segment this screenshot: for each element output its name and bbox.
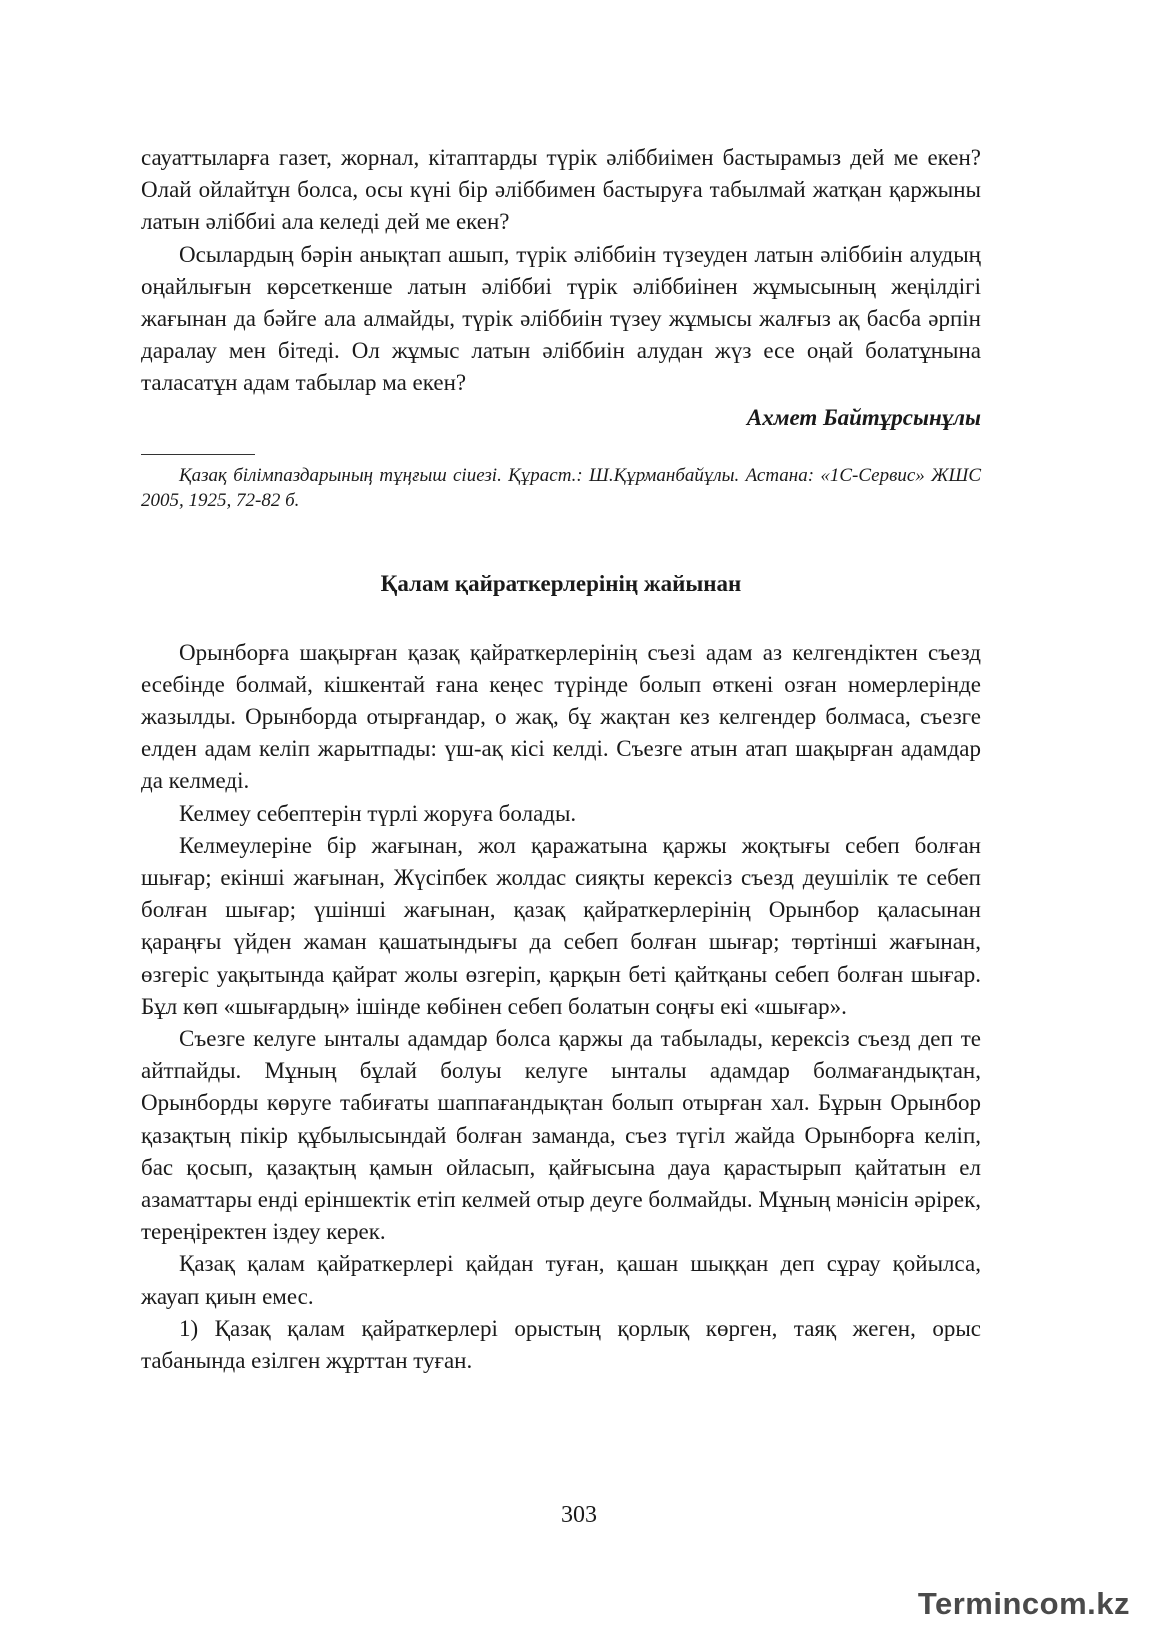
author-signature: Ахмет Байтұрсынұлы <box>746 404 981 430</box>
paragraph: сауаттыларға газет, жорнал, кітаптарды түрік әліббиімен бастырамыз дей ме екен? Олай ойлайтұн болса, осы күні бір әліббимен бастыруға табылмай жатқан қаржыны латын әліббиі ала келеді дей ме екен? <box>141 145 981 235</box>
section-heading: Қалам қайраткерлерінің жайынан <box>380 570 742 596</box>
footnote: Қазақ білімпаздарының тұңғыш сіиезі. Құраст.: Ш.Құрманбайұлы. Астана: «1С-Сервис» ЖШС 2005, 1925, 72-82 б. <box>141 464 981 511</box>
paragraph: 1) Қазақ қалам қайраткерлері орыстың қорлық көрген, таяқ жеген, орыс табанында езілген жұрттан туған. <box>141 1315 981 1374</box>
paragraph: Қазақ қалам қайраткерлері қайдан туған, қашан шыққан деп сұрау қойылса, жауап қиын емес. <box>141 1251 981 1309</box>
paragraph: Осылардың бәрін анықтап ашып, түрік әліббиін түзеуден латын әліббиін алудың оңайлығын көрсеткенше латын әліббиі түрік әліббиінен жұмысының жеңілдігі жағынан да бәйге ала алмайды, түрік әліббиін түзеу жұмысы жалғыз ақ басба әрпін даралау мен бітеді. Ол жұмыс латын әліббиін алудан жүз есе оңай болатұнына таласатұн адам табылар ма екен? <box>141 241 981 396</box>
paragraph: Орынборға шақырған қазақ қайраткерлерінің съезі адам аз келгендіктен съезд есебінде болмай, кішкентай ғана кеңес түрінде болып өткені озған номерлерінде жазылды. Орынборда отырғандар, о жақ, бұ жақтан кез келгендер болмаса, съезге елден адам келіп жарытпады: үш-ақ кісі келді. Съезге атын атап шақырған адамдар да келмеді. <box>141 639 981 794</box>
site-watermark: Termincom.kz <box>917 1586 1130 1621</box>
paragraph: Съезге келуге ынталы адамдар болса қаржы да табылады, керексіз съезд деп те айтпайды. Мұның бұлай болуы келуге ынталы адамдар болмағандықтан, Орынборды көруге табиғаты шаппағандықтан болып отырған хал. Бұрын Орынбор қазақтың пікір құбылысындай болған заманда, съез түгіл жайда Орынборға келіп, бас қосып, қазақтың қамын ойласып, қайғысына дауа қарастырып қайтатын ел азаматтары енді еріншектік етіп келмей отыр деуге болмайды. Мұның мәнісін әрірек, тереңіректен іздеу керек. <box>141 1026 981 1245</box>
paragraph: Келмеулеріне бір жағынан, жол қаражатына қаржы жоқтығы себеп болған шығар; екінші жағынан, Жүсіпбек жолдас сияқты керексіз съезд деушілік те себеп болған шығар; үшінші жағынан, қазақ қайраткерлерінің Орынбор қаласынан қараңғы үйден жаман қашатындығы да себеп болған шығар; төртінші жағынан, өзгеріс уақытында қайрат жолы өзгеріп, қарқын беті қайтқаны себеп болған шығар. Бұл көп «шығардың» ішінде көбінен себеп болатын соңғы екі «шығар». <box>141 832 981 1019</box>
paragraph: Келмеу себептерін түрлі жоруға болады. <box>179 800 577 826</box>
footnote-divider <box>141 454 255 455</box>
page-content <box>141 142 981 1377</box>
page-number: 303 <box>561 1502 597 1528</box>
